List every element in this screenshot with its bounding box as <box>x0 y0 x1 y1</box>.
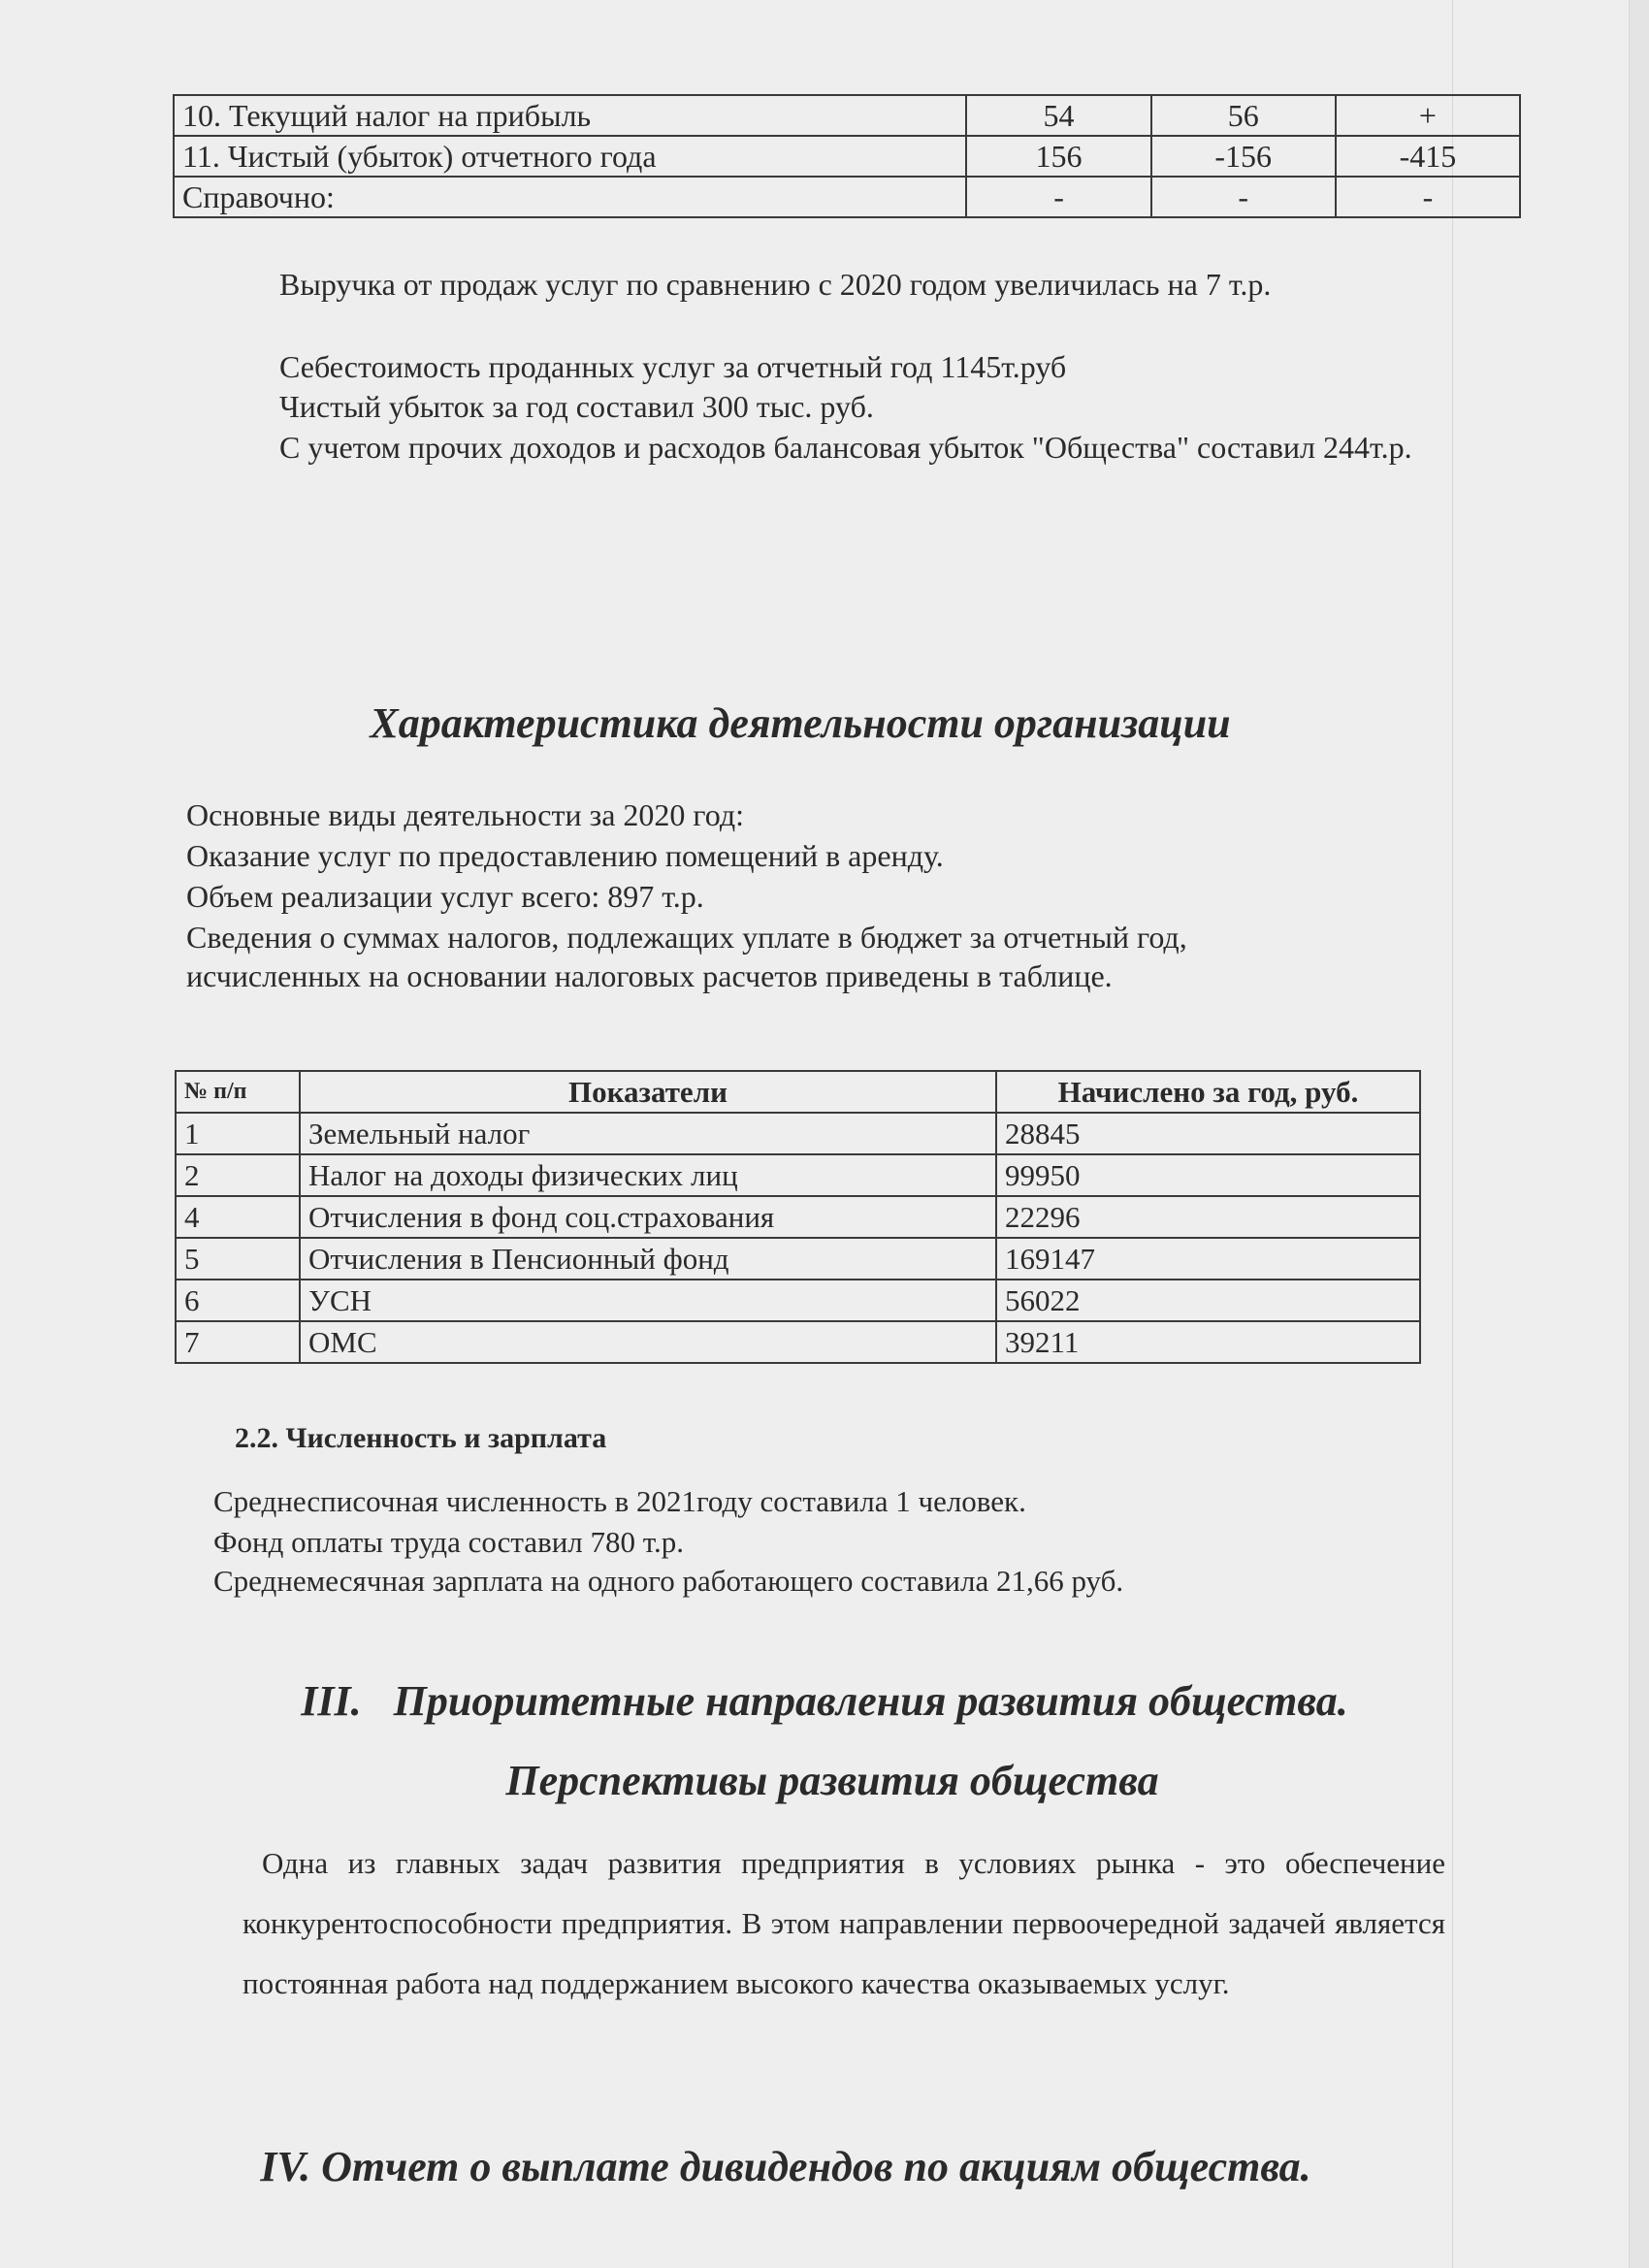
row-label: 10. Текущий налог на прибыль <box>174 95 966 136</box>
cell-amount: 99950 <box>996 1154 1420 1196</box>
table-row <box>176 1154 1420 1196</box>
cell-value: + <box>1336 95 1520 136</box>
cell-num: 7 <box>176 1321 300 1363</box>
cell-name: Отчисления в Пенсионный фонд <box>300 1238 996 1280</box>
activity-line: Сведения о суммах налогов, подлежащих уплате в бюджет за отчетный год, <box>186 920 1187 955</box>
scan-artifact-line <box>1452 0 1453 2268</box>
cell-amount: 39211 <box>996 1321 1420 1363</box>
page-edge <box>1629 0 1649 2268</box>
balance-paragraph: С учетом прочих доходов и расходов балансовая убыток "Общества" составил 244т.р. <box>279 430 1412 465</box>
prospects-heading: Перспективы развития общества <box>505 1757 1159 1804</box>
cell-amount: 169147 <box>996 1238 1420 1280</box>
cell-amount: 28845 <box>996 1113 1420 1154</box>
staff-line: Среднесписочная численность в 2021году составила 1 человек. <box>213 1484 1026 1518</box>
cell-amount: 22296 <box>996 1196 1420 1238</box>
cell-value: 56 <box>1151 95 1336 136</box>
activity-line: исчисленных на основании налоговых расчетов приведены в таблице. <box>186 958 1113 993</box>
row-label: 11. Чистый (убыток) отчетного года <box>174 136 966 177</box>
cell-value: -415 <box>1336 136 1520 177</box>
cell-num: 5 <box>176 1238 300 1280</box>
dividends-heading: IV. Отчет о выплате дивидендов по акциям общества. <box>260 2143 1311 2190</box>
cell-name: УСН <box>300 1280 996 1321</box>
priorities-paragraph: Одна из главных задач развития предприятия в условиях рынка - это обеспечение конкурентоспособности предприятия. В этом направлении первоочередной задачей является постоянная работа над поддержанием высокого качества оказываемых услуг. <box>242 1846 1445 2000</box>
priorities-heading: III. Приоритетные направления развития общества. <box>301 1677 1348 1725</box>
table-row <box>176 1113 1420 1154</box>
staff-line: Среднемесячная зарплата на одного работающего составила 21,66 руб. <box>213 1564 1124 1598</box>
activity-line: Объем реализации услуг всего: 897 т.р. <box>186 879 704 914</box>
activity-line: Основные виды деятельности за 2020 год: <box>186 797 744 832</box>
table-row <box>176 1196 1420 1238</box>
cell-amount: 56022 <box>996 1280 1420 1321</box>
header-name: Показатели <box>300 1071 996 1113</box>
activity-line: Оказание услуг по предоставлению помещений в аренду. <box>186 838 944 873</box>
table-header-row <box>176 1071 1420 1113</box>
cell-name: Налог на доходы физических лиц <box>300 1154 996 1196</box>
staff-line: Фонд оплаты труда составил 780 т.р. <box>213 1525 684 1559</box>
table-row <box>176 1321 1420 1363</box>
table-row <box>176 1280 1420 1321</box>
revenue-paragraph: Выручка от продаж услуг по сравнению с 2020 годом увеличилась на 7 т.р. <box>279 267 1272 302</box>
cell-name: ОМС <box>300 1321 996 1363</box>
row-label: Справочно: <box>174 177 966 217</box>
cell-num: 4 <box>176 1196 300 1238</box>
table-row <box>174 136 1520 177</box>
cell-value: - <box>1336 177 1520 217</box>
header-num: № п/п <box>176 1071 300 1113</box>
tax-table <box>175 1070 1421 1364</box>
loss-paragraph: Чистый убыток за год составил 300 тыс. руб. <box>279 389 874 424</box>
cell-value: -156 <box>1151 136 1336 177</box>
cell-name: Земельный налог <box>300 1113 996 1154</box>
financial-results-table <box>173 94 1521 218</box>
table-row <box>176 1238 1420 1280</box>
table-row <box>174 177 1520 217</box>
cell-num: 2 <box>176 1154 300 1196</box>
header-amount: Начислено за год, руб. <box>996 1071 1420 1113</box>
table-row <box>174 95 1520 136</box>
cell-value: - <box>966 177 1150 217</box>
cell-name: Отчисления в фонд соц.страхования <box>300 1196 996 1238</box>
cell-num: 6 <box>176 1280 300 1321</box>
cost-paragraph: Себестоимость проданных услуг за отчетный год 1145т.руб <box>279 349 1067 384</box>
staff-heading: 2.2. Численность и зарплата <box>235 1422 607 1454</box>
cell-value: 156 <box>966 136 1150 177</box>
cell-num: 1 <box>176 1113 300 1154</box>
cell-value: 54 <box>966 95 1150 136</box>
cell-value: - <box>1151 177 1336 217</box>
activity-heading: Характеристика деятельности организации <box>370 699 1231 747</box>
